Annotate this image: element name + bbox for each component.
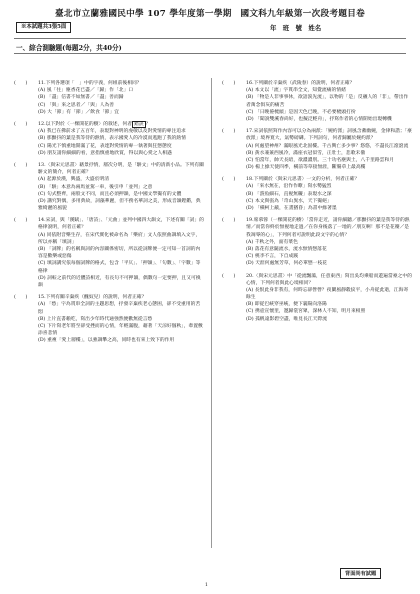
option-a: (A) 「愁」字為貫串全詞的主題思想，抒發辛棄疾老心態困，卻不受重用的苦悶 (38, 302, 201, 315)
question-18 (222, 176, 412, 212)
continued-on-back-note: 背面尚有試題 (340, 568, 381, 579)
option-a: (A) 本文以「流」字貫串全文，知覺流痛的情緒 (246, 88, 346, 94)
question-20 (222, 273, 412, 323)
question-stem: 下列關於〈與宋元思書〉一文的分析，何者正確？ (253, 177, 360, 183)
student-info-fields: 年 班 號 姓名 (270, 24, 322, 32)
question-number: 12. (38, 121, 46, 127)
question-number: 14. (38, 218, 46, 224)
option-d: (D) 講究對偶，多用典故，詞藻華麗，但不務名華詞之美，形成音韻鏗鏘，典雅綺麗的風貌 (38, 198, 201, 212)
question-stem: 席慕蓉（一棵開花的樹）「當你走近，請你細聽／那顫抖的葉是我等待的熱情／而當你終於無視地走過／在你身後落了一地的／朋友啊！那不是花瓣／是我凋零的心」，下列何者可說明此段文字的心情？ (246, 218, 410, 238)
option-a: (A) 長恨此身非我有，何時忘卻營營？夜闌風靜縠紋平，小舟從此逝，江海寄餘生 (246, 287, 409, 301)
question-14 (14, 217, 204, 289)
option-d: (D) 天涯何處無芳草，何必單戀一枝花 (246, 261, 328, 267)
option-b: (B) 「物是人非事事休，欲語淚先流」，以物的「是」反襯人的「非」，帶出作者萬念俱灰的痛苦 (246, 95, 409, 108)
option-d: (D) 孤帆遠影碧空盡，唯見長江天際流 (246, 316, 328, 322)
answer-blank: ( ) (222, 129, 236, 135)
option-c: (C) 桃李不言，下自成蹊 (246, 254, 299, 260)
option-b: (B) 「詞牌」的名稱與詞的內容關係密切，所以從詞牌便一定可知一首詞的內容是歡樂或惡傷 (38, 247, 201, 260)
option-b: (B) 落花有意隨流水，流水無情戀落花 (246, 246, 327, 252)
question-number: 20. (246, 273, 254, 279)
option-b: (B) 即從巴峽穿巫峽，便下襄陽向洛陽 (246, 302, 327, 308)
page-number: 1 (205, 583, 208, 588)
answer-blank: ( ) (222, 177, 236, 183)
option-d: (D) 「橫柯上蔽，在晝猶昏」為書中綠著墨 (246, 206, 337, 211)
question-stem: 宋詞依照寫作內容可以分為兩派：「婉約派」詞風含蓄幽婉，金律和諧；「豪放派」境界寬大，氣勢磅礴。下列詞句，何者歸屬於婉約派？ (246, 129, 412, 142)
exam-title: 臺北市立蘭雅國民中學 107 學年度第一學期 國文科九年級第一次段考題目卷 (54, 9, 366, 19)
answer-blank: ( ) (222, 81, 236, 86)
right-question-column (222, 80, 412, 328)
answer-blank: ( ) (222, 218, 236, 224)
option-c: (C) 「日晚倦梳頭」是因天色已晚，不必要梳頭打扮 (246, 109, 356, 115)
question-stem: 〈與宋元思書〉中「從流飄蕩，任意東西」寫出吳均乘船而遊遍當豪之中的心情，下列何者與此心境相同？ (246, 273, 412, 286)
option-d: (D) 詞較之前代的近體詩相近，有長句不可押韻，偶數句一定要押，且又可換韻 (38, 275, 201, 288)
option-d: (D) 大「節」有「節」／飲食「節」宜 (38, 109, 120, 115)
question-17 (222, 128, 412, 171)
option-c: (C) 填詞講究依每個詞牌的格式，包含「平仄」、「押韻」、「句數」、「字數」等格律 (38, 261, 201, 274)
question-stem: 下列有關辛棄疾（醜奴兒）的說明，何者正確？ (45, 295, 147, 301)
option-d: (D) 「聞說雙溪春尚好，也擬泛輕舟」，抒寫作者的心情開始出現轉機 (246, 116, 392, 122)
left-question-column (14, 80, 204, 349)
question-11 (14, 80, 204, 116)
question-stem-tail: ？ (145, 121, 151, 127)
option-b: (B) 那顫抖的葉是我等待的熱情，表示國愛人的冷漠而逃跑了我的熱情 (38, 136, 186, 142)
sheet-count-note: ※本試題共3張5面 (16, 22, 71, 33)
column-divider (211, 78, 212, 548)
question-stem: 以下對於〈一棵開花的樹〉的敘述，何者 (45, 121, 132, 127)
option-a: (A) 「來水無在，沿作作瞭」寫水勢猛烈 (246, 184, 332, 190)
question-number: 13. (38, 162, 46, 168)
answer-blank: ( ) (14, 295, 28, 301)
option-a: (A) 何處望神州？滿眼風光北固樓。千古興亡多少事？悠悠，不盡長江滾滾流 (246, 143, 409, 149)
question-number: 15. (38, 295, 46, 301)
option-c: (C) 「與」來之思者／「與」人為善 (38, 102, 115, 108)
header-divider (14, 38, 406, 39)
question-12 (14, 121, 204, 157)
question-16 (222, 80, 412, 123)
option-c: (C) 下片寫老年將至卻受挫而的心情，年輕滿腹，藉著「天涼好個秋」，牽置敷添喜悲情 (38, 323, 203, 337)
answer-blank: ( ) (14, 121, 28, 127)
answer-blank: ( ) (222, 273, 236, 279)
option-c: (C) 携壺宣懷里，邀歸裳宮眾，深林人不知，明月來相照 (246, 309, 366, 315)
question-15 (14, 294, 204, 344)
question-stem: 下列關於辛棄疾（武陵春）的說明，何者正確？ (253, 81, 355, 86)
question-19 (222, 217, 412, 267)
option-a: (A) 風「往」塵香花已盡／「歸」作「北」口 (38, 88, 134, 94)
option-b: (B) 「盡」信書不如無書／「盡」善而歸 (38, 95, 124, 101)
question-stem: 宋詞，與「漢賦」、「唐詩」、「元曲」並列中國四大韻文，下述有關「詞」的格律說明，何者正確？ (38, 218, 204, 231)
option-b: (B) 「駢」本意為兩馬並駕一車，後引申「並列」之意 (38, 184, 153, 190)
question-stem: 下列各選項「 」中的字義，何組前後相同？ (45, 81, 142, 86)
question-number: 16. (246, 81, 254, 86)
answer-blank: ( ) (14, 218, 28, 224)
option-d: (D) 楊上綠天使四季，橫前等草接無涯，斷腸草上最高樓 (246, 165, 366, 171)
option-c: (C) 怕當年，帥天長暗，欲濃濃別。三十功名塵與土，八千里路雲和月 (246, 157, 395, 163)
option-c: (C) 句式整齊，兩股文不同，而且必須押韻，是中國文學獨有的文體 (38, 191, 182, 197)
option-c: (C) 本文與張為「奇山異水，天下獨絕」 (246, 198, 332, 204)
question-number: 19. (246, 218, 254, 224)
question-13 (14, 162, 204, 212)
answer-blank: ( ) (14, 162, 28, 168)
option-a: (A) 我已在佛前求了五百年，表現對神明的虔敬以及對愛情的專注追求 (38, 129, 186, 135)
option-d: (D) 朋友請你細細的看，意指慎重地欣賞，得以與心愛之人相遇 (38, 150, 172, 156)
option-a: (A) 起源於漢，興盛，大盛於明清 (38, 177, 110, 183)
option-b: (B) 上片直書賴吃，寫出少年時代通強然便歡無從言愁 (38, 316, 153, 322)
option-c: (C) 陽光下慎重地開滿了花，表達對愛情的專一執著與狂戀態度 (38, 143, 172, 149)
option-b: (B) 「游魚細石，直視無礙」表現水之深 (246, 191, 332, 197)
boxed-keyword: 錯誤 (134, 121, 144, 127)
option-b: (B) 黃水兼兼西風冷，滿座衣冠似雪，正壯士，悲歌未徹 (246, 150, 366, 156)
question-stem: 〈與宋元思書〉藉景抒情，層次分明，是「駢文」中的清新小品。下列有關駢文的簡介，何者正確？ (38, 162, 204, 176)
question-number: 17. (246, 129, 254, 135)
section-title: 一、綜合測驗題(每題2分，共40分) (16, 44, 122, 52)
question-number: 11. (38, 81, 46, 86)
option-a: (A) 同依附音樂生存，在宋代實化被命名為「樂府」文人依照曲調填入文字，所以亦稱「填詞」 (38, 232, 201, 245)
section-divider (14, 53, 406, 54)
option-d: (D) 重複「愛上層樓」，以強調攀之高，同時也有來上致下的作用 (38, 338, 175, 344)
answer-blank: ( ) (14, 81, 28, 86)
question-number: 18. (246, 177, 254, 183)
option-a: (A) 千秋之外，面有菜色 (246, 239, 298, 245)
